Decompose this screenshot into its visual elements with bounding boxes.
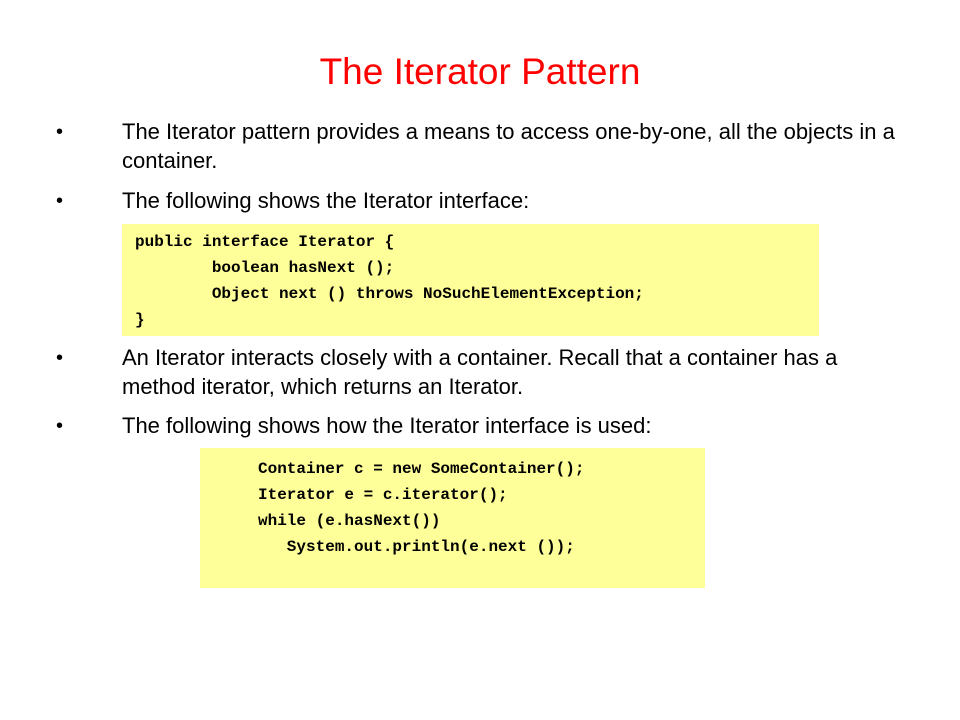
code-block-interface [122,224,819,336]
code-line: Iterator e = c.iterator(); [258,486,508,504]
code-line: Object next () throws NoSuchElementException; [135,285,644,303]
slide-title: The Iterator Pattern [319,51,641,92]
code-line: while (e.hasNext()) [258,512,441,530]
bullet-marker: • [56,190,64,212]
code-line: Container c = new SomeContainer(); [258,460,585,478]
bullet-marker: • [56,121,64,143]
bullet-text-3: An Iterator interacts closely with a container. Recall that a container has a method iterator, which returns an Iterator. [122,345,838,399]
bullet-marker: • [56,415,64,437]
code-line: System.out.println(e.next ()); [258,538,575,556]
code-line: public interface Iterator { [135,233,395,251]
code-block-usage [200,448,705,588]
code-line: } [135,311,145,329]
bullet-text-2: The following shows the Iterator interface: [122,188,530,213]
bullet-marker: • [56,347,64,369]
bullet-text-1: The Iterator pattern provides a means to access one-by-one, all the objects in a container. [122,119,895,173]
bullet-text-4: The following shows how the Iterator interface is used: [122,413,652,438]
code-line: boolean hasNext (); [135,259,395,277]
